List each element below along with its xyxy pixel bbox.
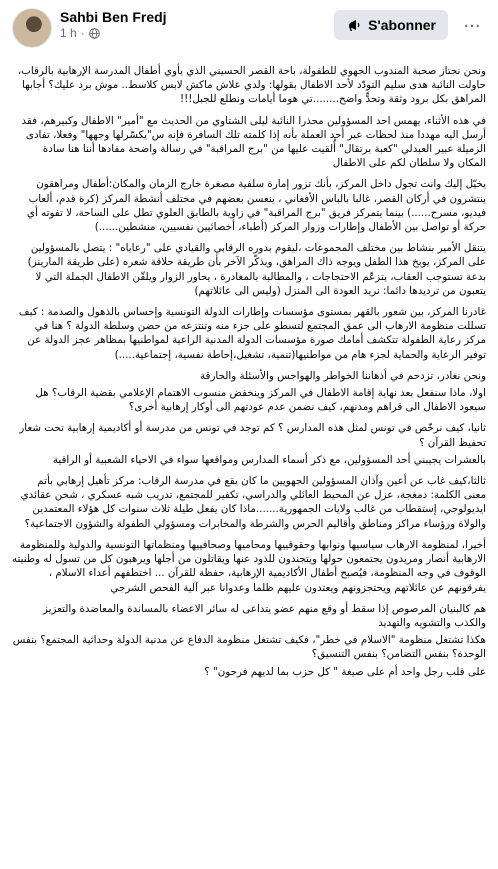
- paragraph: على قلب رجل واحد أم على صيغة " كل حزب بما لديهم فرحون" ؟: [204, 665, 486, 678]
- post-body: [12, 64, 486, 679]
- follow-button[interactable]: [334, 10, 448, 40]
- paragraph: يتنقل الأمير بنشاط بين مختلف المجموعات ،ليقوم بدوره الرقابي والقيادي على "رعاياه" : يتصل بالمسؤولين على المركز، يوبخ هذا الطفل ويوجه ذاك المراهق، ويذكّر الآخر بأن طريقة حلاقة شعره (على طريقة المارينز) بدعة تستوجب العقاب، يتزعّم الاحتجاجات ، والمطالبة بالمغادرة ، يحاور الزوار ويلقّن الاطفال الجملة التي لا يتعبون من ترديدها دائما: نريد العودة الى المنزل (وليس الى عائلاتهم): [27, 242, 486, 297]
- paragraph: ونحن نغادر، تزدحم في أذهاننا الخواطر والهواجس والأسئلة والحارقة: [200, 369, 486, 382]
- paragraph: ثانيا، كيف نرخّص في تونس لمثل هذه المدارس ؟ كم توجد في تونس من مدرسة أو أكاديمية إرهابية تحت شعار تحفيظ القرآن ؟: [19, 422, 486, 449]
- paragraph: بالعشرات يجيبني أحد المسؤولين، مع ذكر أسماء المدارس ومواقعها سواء في الاحياء الشعبية أو الراقية: [52, 453, 486, 466]
- follow-label: S'abonner: [368, 17, 436, 33]
- author-avatar[interactable]: [12, 8, 52, 48]
- post-time[interactable]: 1 h: [60, 26, 77, 41]
- paragraph: في هذه الأثناء، يهمس احد المسؤولين محذرا النائبة ليلى الشتاوي من الحديث مع "أمير" الاطفال وكبيرهم، فقد أرسل اليه مهددا منذ لحظات عبر أحد العملة بأنه إذا كلمته تلك السافرة فإنه س"يكسّرلها وجهها" وفعلا، تفادى الزميلة عبير العبدلي "كعبة برتقال" أُلقيت عليها من "برج المراقبة" في رسالة واضحة مفادها أننا هنا سادة المكان ولا سلطان لكم على الاطفال: [21, 114, 486, 170]
- post-timestamp-row: 1 h ·: [60, 26, 167, 42]
- paragraph: هكذا تشتغل منظومة "الاسلام في خطر"، فكيف تشتغل منظومة الدفاع عن مدنية الدولة وحداثية المجتمع؟ بنفس الوحدة؟ بنفس التضامن؟ بنفس التنسيق؟: [12, 634, 486, 661]
- paragraph: ثالثا،كيف غاب عن أعين وآذان المسؤولين الجهويين ما كان يقع في مدرسة الرقاب: مركز تأهيل إرهابي بأتم معنى الكلمة: دمغجة، عزل عن المحيط العائلي والدراسي، تكفير للمجتمع، تدريب شبه عسكري ، شحن عقائدي ايديولوجي، إستقطاب من غالب ولايات الجمهورية.......ماذا كان يفعل طيلة ثلاث سنوات كل هؤلاء المعتمدين والولاة ورؤساء مراكز ومناطق وأقاليم الحرس والشرطة والمخابرات ومسؤولي الطفولة والشؤون الاجتماعية؟: [20, 475, 486, 530]
- more-options-button[interactable]: [458, 12, 486, 40]
- post-header: [12, 8, 486, 60]
- paragraph: غادرنا المركز، بين شعور بالقهر بمستوى مؤسسات وإطارات الدولة التونسية وإحساس بالذهول والصدمة : كيف تسللت منظومة الارهاب الى عمق المجتمع لتسطو على جزء منه وتنتزعه من حضن وسلطة الدولة ؟ هنا في مركز رعاية الطفولة تتكشف أمامك صورة مؤسسات الدولة المدنية الراعية لمواطنيها بمظاهر عجز الدولة عن توفير الرعاية والحماية لجزء هام من مواطنيها(تنمية، تشغيل،إحاطة نفسية، إجتماعية.....): [18, 306, 486, 361]
- paragraph: هم كالبنيان المرصوص إذا سقط أو وقع منهم عضو يتداعى له سائر الاعضاء بالمساندة والمعاضدة والتعزيز والكذب والتشويه والتهديد: [42, 602, 486, 629]
- paragraph: اولا، ماذا سنفعل بعد نهاية إقامة الاطفال في المركز وينخفض منسوب الاهتمام الإعلامي بقضية الرقاب؟ هل سيعود الاطفال الى قراهم ومدنهم، كيف نضمن عدم عودتهم الى أوكار إرهابية أخرى؟: [35, 387, 486, 414]
- more-icon: ···: [463, 15, 481, 37]
- globe-icon: [89, 28, 100, 39]
- follow-icon: [346, 17, 362, 33]
- author-name[interactable]: Sahbi Ben Fredj: [60, 9, 167, 25]
- paragraph: يخيّل إليك وانت تجول داخل المركز، بأنك تزور إمارة سلفية مصغرة خارج الزمان والمكان:أطفال ومراهقون ينتشرون في أركان القصر، غالبا بالباس الأفغاني ، ينعسن بعضهم في مختلف أنشطة المركز (كرة قدم، ألعاب فيديو، مسرح......) بينما يتمركز فريق "برج المراقبة" في زاوية بالطابق العلوي تطل على الساحة، لا تفوته أي حركة أو تواصل بين الأطفال وإطارات وزوار المركز (أطباء، أخصائيين نفسيين، منشطين......): [26, 178, 486, 234]
- paragraph: ونحن نجتاز صحبة المندوب الجهوي للطفولة، باحة القصر الحسيني الذي يأوي أطفال المدرسة الإرهابية بالرقاب، حاولت النائبة هدى سليم التودّد لأحد الاطفال بقولها: ولدي علاش ماكش لابس كلاسط.. موش برد عليك؟ أجابها المراهق بكل برود وثقة وتحدٍّ واضح........تي هوما أيامات ونطلع للجبل!!!: [17, 65, 486, 106]
- paragraph: أخيرا، لمنظومة الارهاب سياسيها ونوابها وحقوقييها ومحاميها وصحافييها ومنظماتها التونسية والدولية وللمنظومة الارهابية أنصار ومريدون يجتمعون حولها ويتجندون للذود عنها ويقاتلون من أجلها ويرهبون كل من تسول له وطنيته الوقوف في وجه المنظومة، فيُصبح أطفال الأكاديمية الإرهابية، حفظة للقرآن ... اختطفهم أعداء الاسلام ، يفرقونهم عن عائلاتهم ويحتجزونهم ويعتدون عليهم ظلما وعدوانا عبر آلية الفحص الشرجي: [11, 538, 486, 594]
- post-meta: [60, 8, 167, 42]
